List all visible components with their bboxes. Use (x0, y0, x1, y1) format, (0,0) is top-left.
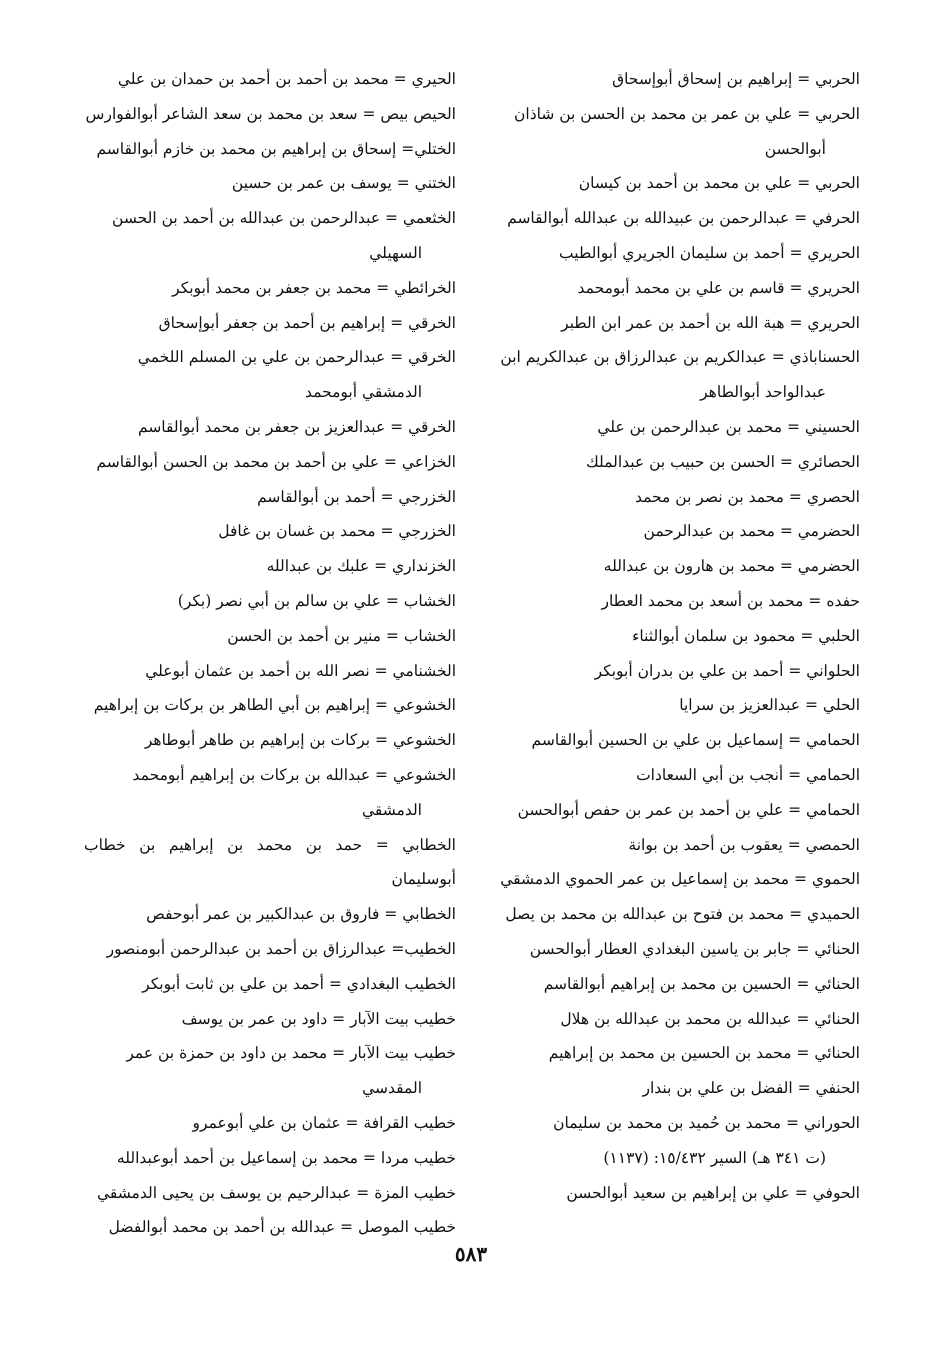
entry-text: الخشوعي = إبراهيم بن أبي الطاهر بن بركات بن إبراهيم (93, 696, 456, 715)
index-entry (84, 758, 456, 828)
index-column-right (492, 62, 860, 1210)
index-entry (84, 97, 456, 132)
index-entry (492, 897, 860, 932)
index-entry (84, 619, 456, 654)
index-entry (84, 166, 456, 201)
index-entry (84, 271, 456, 306)
entry-text: الخشوعي = بركات بن إبراهيم بن طاهر أبوطاهر (144, 731, 456, 750)
entry-text: الحنفي = الفضل بن علي بن بندار (642, 1079, 860, 1098)
entry-text: الحصائري = الحسن بن حبيب بن عبدالملك (585, 452, 860, 471)
index-entry (84, 340, 456, 410)
index-entry (84, 445, 456, 480)
entry-continuation: الدمشقي (361, 800, 422, 819)
entry-continuation: أبوالحسن (764, 139, 826, 158)
index-entry (492, 1002, 860, 1037)
index-entry (492, 654, 860, 689)
index-entry (84, 584, 456, 619)
index-entry (492, 758, 860, 793)
index-entry (84, 1106, 456, 1141)
entry-text: الخشوعي = عبدالله بن بركات بن إبراهيم أبومحمد (132, 765, 456, 784)
index-entry (84, 1002, 456, 1037)
entry-text: الخثعمي = عبدالرحمن بن عبدالله بن أحمد بن الحسن (112, 209, 456, 228)
entry-text: الخطابي = فاروق بن عبدالكبير بن عمر أبوحفص (146, 905, 456, 924)
index-entry (492, 793, 860, 828)
index-entry (492, 97, 860, 167)
index-entry (492, 62, 860, 97)
index-entry (84, 828, 456, 898)
entry-text: الختني = يوسف بن عمر بن حسين (231, 174, 456, 193)
entry-text: الحربي = علي بن عمر بن محمد بن الحسن بن شاذان (514, 104, 860, 123)
entry-text: الحسيني = محمد بن عبدالرحمن بن علي (597, 417, 860, 436)
index-entry (84, 897, 456, 932)
entry-text: الحميدي = محمد بن فتوح بن عبدالله بن محمد بن يصل (505, 905, 860, 924)
entry-text: الحضرمي = محمد بن عبدالرحمن (643, 522, 860, 541)
entry-text: الحضرمي = محمد بن هارون بن عبدالله (603, 557, 860, 576)
entry-text: خطيب الموصل = عبدالله بن أحمد بن محمد أبوالفضل (108, 1218, 456, 1237)
entry-text: الحريري = قاسم بن علي بن محمد أبومحمد (577, 278, 860, 297)
entry-text: الخطيب البغدادي = أحمد بن علي بن ثابت أبوبكر (142, 974, 456, 993)
index-entry (492, 619, 860, 654)
entry-text: خطيب مردا = محمد بن إسماعيل بن أحمد أبوعبدالله (116, 1148, 456, 1167)
entry-text: الحيري = محمد بن أحمد بن أحمد بن حمدان بن علي (117, 70, 456, 88)
entry-text: الحموي = محمد بن إسماعيل بن عمر الحموي الدمشقي (500, 870, 860, 889)
index-entry (84, 654, 456, 689)
entry-text: الحمامي = علي بن أحمد بن عمر بن حفص أبوالحسن (517, 800, 860, 819)
index-entry (492, 584, 860, 619)
entry-text: الخرائطي = محمد بن جعفر بن محمد أبوبكر (172, 278, 456, 297)
index-entry (492, 688, 860, 723)
entry-continuation: السهيلي (369, 243, 422, 262)
entry-text: الحلبي = محمود بن سلمان أبوالثناء (632, 626, 860, 645)
index-entry (84, 132, 456, 167)
entry-text: الخشاب = علي بن سالم بن أبي نصر (بكر) (177, 591, 456, 610)
index-entry (492, 410, 860, 445)
index-entry (492, 1036, 860, 1071)
index-entry (492, 445, 860, 480)
entry-text: خطيب القرافة = عثمان بن علي أبوعمرو (192, 1113, 456, 1132)
entry-text: الخرقي = عبدالرحمن بن علي بن المسلم اللخمي (137, 348, 456, 367)
index-entry (84, 201, 456, 271)
entry-text: الخرقي = إبراهيم بن أحمد بن جعفر أبوإسحاق (158, 313, 456, 332)
entry-text: الحريري = أحمد بن سليمان الجريري أبوالطيب (559, 243, 860, 262)
entry-text: الخشنامي = نصر الله بن أحمد بن عثمان أبوعلي (145, 661, 456, 680)
entry-text: خطيب المزة = عبدالرحيم بن يوسف بن يحيى الدمشقي (96, 1183, 456, 1202)
index-entry (492, 236, 860, 271)
entry-text: الخزرجي = أحمد بن أبوالقاسم (257, 487, 456, 506)
index-entry (84, 688, 456, 723)
entry-text: الحمامي = إسماعيل بن علي بن الحسين أبوالقاسم (531, 731, 860, 750)
entry-text: الحربي = علي بن محمد بن أحمد بن كيسان (578, 174, 860, 193)
index-entry (84, 1210, 456, 1245)
entry-text: الخطيب= عبدالرزاق بن أحمد بن عبدالرحمن أبومنصور (106, 939, 456, 958)
index-entry (492, 967, 860, 1002)
index-entry (492, 340, 860, 410)
index-entry (84, 1176, 456, 1211)
entry-text: الحصري = محمد بن نصر بن محمد (634, 487, 860, 506)
entry-continuation: (ت ٣٤١ هـ) السير ١٥/٤٣٢: (١١٣٧) (603, 1148, 826, 1167)
index-entry (84, 480, 456, 515)
index-entry (492, 201, 860, 236)
entry-text: الحنائي = محمد بن الحسين بن محمد بن إبراهيم (548, 1044, 860, 1063)
index-entry (84, 410, 456, 445)
entry-text: الخزاعي = علي بن أحمد بن محمد بن الحسن أبوالقاسم (96, 452, 456, 471)
index-entry (492, 1176, 860, 1211)
entry-text: الخطابي = حمد بن محمد بن إبراهيم بن خطاب أبوسليمان (84, 835, 456, 889)
index-entry (492, 166, 860, 201)
entry-text: الخشاب = منير بن أحمد بن الحسن (227, 626, 456, 645)
entry-text: الحربي = إبراهيم بن إسحاق أبوإسحاق (612, 70, 860, 88)
index-entry (492, 828, 860, 863)
page-number: ٥٨٣ (454, 1242, 488, 1266)
index-entry (492, 862, 860, 897)
index-entry (492, 1106, 860, 1176)
entry-text: خطيب بيت الآبار = محمد بن داود بن حمزة بن عمر (126, 1044, 456, 1063)
entry-text: حفده = محمد بن أسعد بن محمد العطار (601, 591, 860, 610)
entry-continuation: الدمشقي أبومحمد (304, 383, 422, 402)
entry-text: الحنائي = جابر بن ياسين البغدادي العطار أبوالحسن (529, 939, 860, 958)
entry-text: الخزنداري = علبك بن عبدالله (266, 557, 456, 576)
entry-text: الحوراني = محمد بن حُميد بن محمد بن سليمان (553, 1113, 860, 1132)
index-entry (84, 514, 456, 549)
entry-continuation: عبدالواحد أبوالطاهر (700, 383, 826, 402)
entry-text: الخزرجي = محمد بن غسان بن غافل (218, 522, 456, 541)
entry-text: الحسناباذي = عبدالكريم بن عبدالرزاق بن عبدالكريم ابن (500, 348, 860, 367)
index-entry (492, 480, 860, 515)
index-entry (492, 271, 860, 306)
index-column-left (84, 62, 456, 1245)
entry-text: الختلي= إسحاق بن إبراهيم بن محمد بن خازم أبوالقاسم (96, 139, 456, 158)
entry-text: الحوفي = علي بن إبراهيم بن سعيد أبوالحسن (566, 1183, 860, 1202)
index-entry (84, 1036, 456, 1106)
index-entry (84, 1141, 456, 1176)
entry-text: الحرفي = عبدالرحمن بن عبيدالله بن عبدالله أبوالقاسم (507, 209, 860, 228)
entry-continuation: المقدسي (362, 1079, 422, 1098)
index-entry (84, 62, 456, 97)
index-entry (84, 723, 456, 758)
index-entry (492, 1071, 860, 1106)
entry-text: الحمصي = يعقوب بن أحمد بن بوانة (628, 835, 860, 854)
index-entry (492, 723, 860, 758)
entry-text: الحمامي = أنجب بن أبي السعادات (636, 765, 860, 784)
entry-text: خطيب بيت الآبار = داود بن عمر بن يوسف (181, 1009, 456, 1028)
index-entry (84, 932, 456, 967)
index-entry (84, 967, 456, 1002)
index-entry (492, 514, 860, 549)
entry-text: الحنائي = عبدالله بن محمد بن عبدالله بن هلال (560, 1009, 860, 1028)
entry-text: الحيص بيص = سعد بن محمد بن سعد الشاعر أبوالفوارس (85, 104, 456, 123)
index-entry (492, 549, 860, 584)
index-entry (84, 306, 456, 341)
index-entry (492, 932, 860, 967)
index-entry (492, 306, 860, 341)
index-entry (84, 549, 456, 584)
entry-text: الحريري = هبة الله بن أحمد بن عمر ابن الطبر (561, 313, 860, 332)
entry-text: الخرقي = عبدالعزيز بن جعفر بن محمد أبوالقاسم (138, 417, 456, 436)
entry-text: الحلواني = أحمد بن علي بن بدران أبوبكر (594, 661, 860, 680)
entry-text: الحلي = عبدالعزيز بن سرايا (679, 696, 860, 715)
entry-text: الحنائي = الحسين بن محمد بن إبراهيم أبوالقاسم (543, 974, 860, 993)
